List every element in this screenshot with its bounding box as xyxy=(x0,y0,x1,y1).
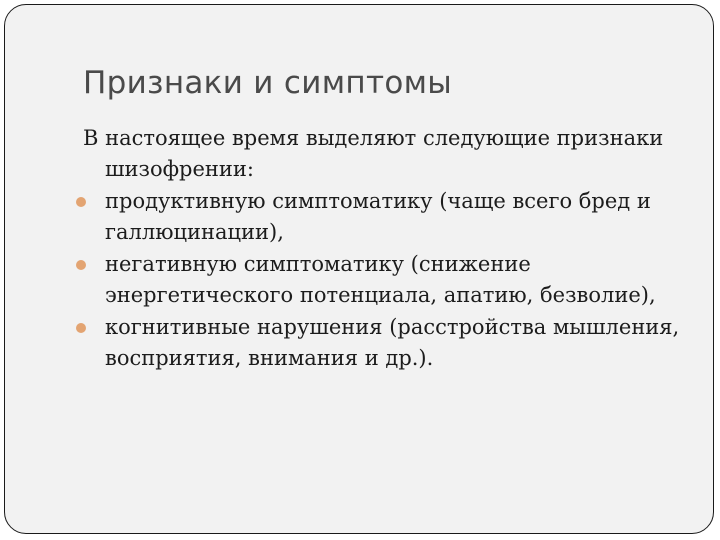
bullet-dot-icon xyxy=(76,323,86,333)
bullet-text: продуктивную симптоматику (чаще всего бред и галлюцинации), xyxy=(105,189,651,244)
bullet-item xyxy=(83,186,683,248)
bullet-dot-icon xyxy=(76,260,86,270)
bullet-item xyxy=(83,249,683,311)
slide-body xyxy=(83,123,683,375)
bullet-text: когнитивные нарушения (расстройства мышления, восприятия, внимания и др.). xyxy=(105,315,680,370)
slide xyxy=(4,4,714,534)
bullet-dot-icon xyxy=(76,197,86,207)
intro-paragraph: В настоящее время выделяют следующие признаки шизофрении: xyxy=(83,126,664,181)
slide-title: Признаки и симптомы xyxy=(83,65,453,101)
bullet-text: негативную симптоматику (снижение энергетического потенциала, апатию, безволие), xyxy=(105,252,656,307)
bullet-item xyxy=(83,312,683,374)
